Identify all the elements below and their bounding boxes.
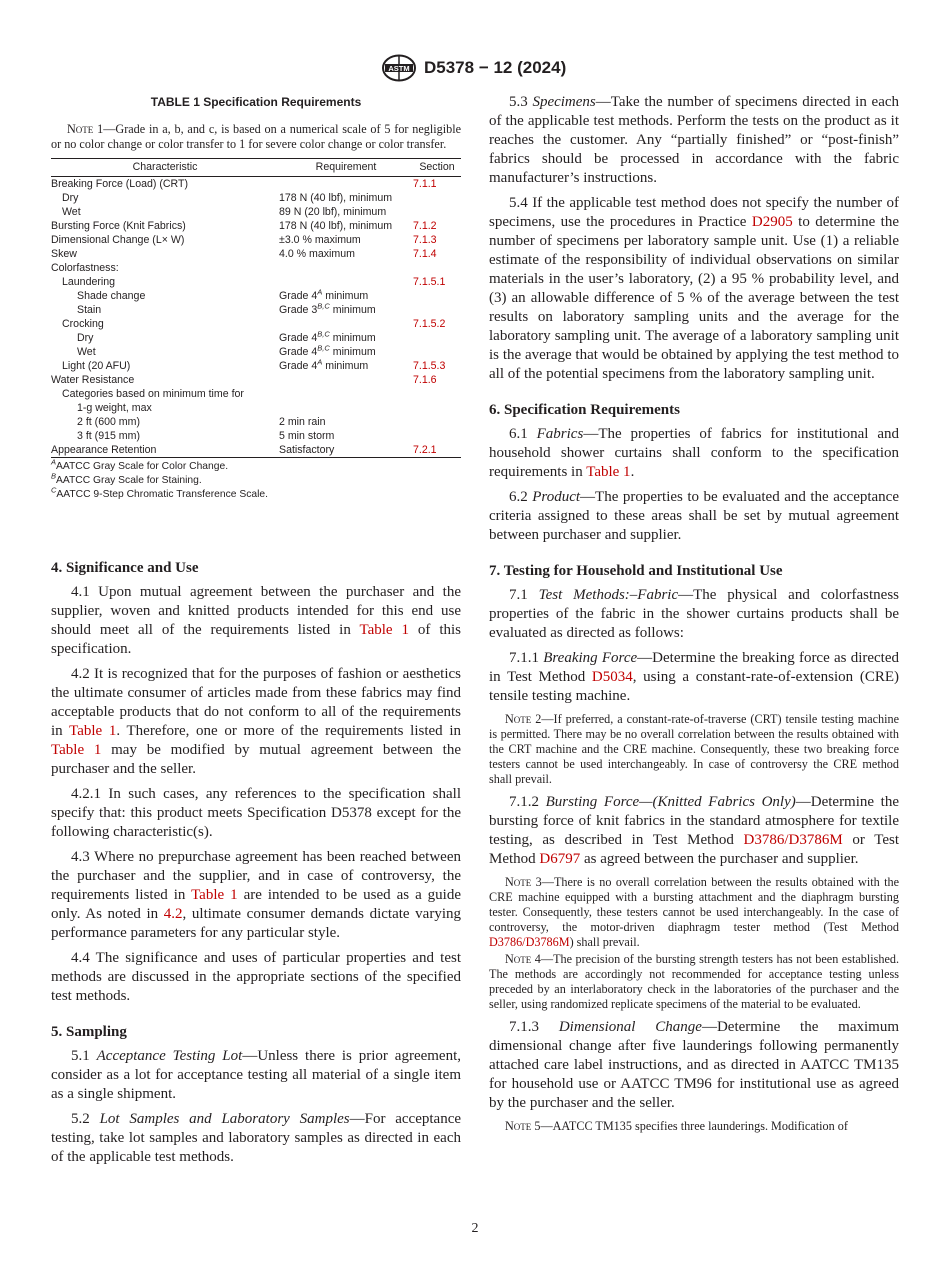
cell-characteristic: 3 ft (915 mm) [77,430,140,442]
cell-section [413,317,461,331]
section-link[interactable]: 7.1.5.1 [413,276,446,288]
cell-section [413,205,461,219]
col-header-characteristic: Characteristic [51,159,279,177]
cell-section [413,359,461,373]
section-7-title: 7. Testing for Household and Institutional Use [489,563,783,579]
cell-characteristic: Dry [62,192,79,204]
cell-characteristic: Light (20 AFU) [62,360,131,372]
spec-table [51,158,461,458]
cell-section [413,443,461,458]
cell-characteristic: Wet [77,346,96,358]
cell-characteristic: Dimensional Change (L× W) [51,234,185,246]
document-designation: D5378 − 12 (2024) [424,58,567,77]
cell-characteristic: Dry [77,332,94,344]
d3786-link[interactable]: D3786/D3786M [489,935,570,949]
cell-characteristic: Laundering [62,276,116,288]
section-5-title: 5. Sampling [51,1024,127,1040]
section-4-2-link[interactable]: 4.2 [163,906,183,922]
table-row [51,317,461,331]
table-row [51,205,461,219]
cell-section [413,233,461,247]
section-link[interactable]: 7.1.5.3 [413,360,446,372]
cell-section [413,275,461,289]
para-4-3: 4.3 Where no prepurchase agreement has been reached between the purchaser and the supplier, and in case of controversy, the requirements listed in Table 1 are intended to be used as a guide only. As noted in 4.2, ultimate consumer demands dictate varying performance parameters for any particular style. [51,849,461,941]
astm-logo-icon [381,54,417,82]
para-6-1: 6.1 Fabrics—The properties of fabrics for institutional and household shower curtains shall conform to the specification requirements in Table 1. [489,426,900,480]
table-header-row [51,159,461,177]
col-header-section: Section [413,159,461,177]
cell-characteristic: Shade change [77,290,146,302]
para-5-1: 5.1 Acceptance Testing Lot—Unless there is prior agreement, consider as a lot for acceptance testing all material of a single item as a single shipment. [51,1048,461,1102]
table-1-link[interactable]: Table 1 [191,887,238,903]
table-row [51,219,461,233]
para-7-1-3: 7.1.3 Dimensional Change—Determine the maximum dimensional change after five launderings following permanently attached care label instructions, and as directed in AATCC TM135 for household use or AATCC TM96 for institutional use as agreed by the purchaser and the seller. [489,1019,900,1111]
d2905-link[interactable]: D2905 [751,214,793,230]
note-5: Note 5—AATCC TM135 specifies three launderings. Modification of [505,1119,848,1133]
para-7-1-2: 7.1.2 Bursting Force—(Knitted Fabrics Only)—Determine the bursting force of knit fabrics in the standard atmosphere for textile testing, as described in Test Method D3786/D3786M or Test Method D6797 as agreed between the purchaser and supplier. [489,794,900,867]
table-row [51,261,461,275]
section-link[interactable]: 7.1.4 [413,248,437,260]
d3786-link[interactable]: D3786/D3786M [743,832,843,848]
cell-section [413,429,461,443]
para-7-1: 7.1 Test Methods:–Fabric—The physical and colorfastness properties of the fabric in the shower curtains products shall be evaluated as directed as follows: [489,587,900,641]
cell-section [413,401,461,415]
cell-characteristic: 1-g weight, max [77,402,152,414]
section-4-title: 4. Significance and Use [51,560,199,576]
cell-requirement: Grade $4^A$ minimum [279,357,369,372]
footnote: $^A$AATCC Gray Scale for Color Change. [51,457,229,472]
cell-characteristic: Categories based on minimum time for [62,388,244,400]
section-link[interactable]: 7.1.6 [413,374,437,386]
table-row [51,247,461,261]
table-row [51,387,461,401]
section-link[interactable]: 7.1.1 [413,178,437,190]
table-row [51,359,461,373]
table-row [51,415,461,429]
table-row [51,303,461,317]
para-7-1-1: 7.1.1 Breaking Force—Determine the breaking force as directed in Test Method D5034, using a constant-rate-of-extension (CRE) tensile testing machine. [489,650,900,704]
table-1-link[interactable]: Table 1 [69,723,117,739]
cell-section [413,289,461,303]
cell-section [413,191,461,205]
table-row [51,177,461,192]
table-1-link[interactable]: Table 1 [586,464,631,480]
cell-requirement [279,177,413,192]
note-4: Note 4—The precision of the bursting strength testers has not been established. The methods are accordingly not recommended for acceptance testing unless preceded by an interlaboratory check in the laboratories of the purchaser and the seller, using randomized replicate specimens of the material to be evaluated. [489,952,900,1011]
cell-requirement [279,373,413,387]
cell-characteristic: Water Resistance [51,374,135,386]
cell-requirement: Grade $4^{B,C}$ minimum [279,343,376,358]
para-5-3: 5.3 Specimens—Take the number of specimens directed in each of the applicable test methods. Perform the tests on the product as it reaches the customer. Any “partially finished” or “post-finish” fabrics should be processed in accordance with the fabric manufacturer’s instructions. [489,94,900,186]
table-note: Note 1—Grade in a, b, and c, is based on a numerical scale of 5 for negligible or no color change or color transfer to 1 for severe color change or color transfer. [51,122,462,151]
right-column [489,93,899,1134]
cell-section [413,261,461,275]
table-row [51,345,461,359]
cell-requirement: 89 N (20 lbf), minimum [279,206,387,218]
table-row [51,289,461,303]
note-3: Note 3—There is no overall correlation between the results obtained with the CRE machine equipped with a bursting attachment and the diaphragm bursting tester. Consequently, these testers cannot be used interchangeably. In the case of controversy, the motor-driven diaphragm tester method (Test Method D3786/D3786M) shall prevail. [489,875,899,949]
section-link[interactable]: 7.1.5.2 [413,318,446,330]
page-header [0,54,950,84]
cell-section [413,177,461,192]
para-6-2: 6.2 Product—The properties to be evaluated and the acceptance criteria assigned to these areas shall be set by mutual agreement between purchaser and supplier. [489,489,899,543]
section-link[interactable]: 7.1.2 [413,220,437,232]
cell-requirement [279,275,413,289]
table-row [51,191,461,205]
svg-text:ASTM: ASTM [388,64,410,73]
para-4-1: 4.1 Upon mutual agreement between the purchaser and the supplier, woven and knitted products intended for this end use should meet all of the requirements listed in Table 1 of this specification. [51,584,461,657]
table-title: TABLE 1 Specification Requirements [150,95,362,109]
table-1-link[interactable]: Table 1 [51,742,102,758]
cell-section [413,219,461,233]
cell-requirement: Grade $4^A$ minimum [279,287,369,302]
cell-characteristic: Appearance Retention [51,443,279,458]
spec-table-body [51,177,461,458]
cell-requirement [279,387,413,401]
table-row [51,373,461,387]
cell-characteristic: Wet [62,206,81,218]
cell-requirement [279,317,413,331]
cell-section [413,303,461,317]
left-column [51,93,461,1173]
table-row [51,331,461,345]
cell-section [413,331,461,345]
note-2: Note 2—If preferred, a constant-rate-of-traverse (CRT) tensile testing machine is permitted. There may be no overall correlation between the results obtained with the CRT machine and the CRE machine. Consequently, these two breaking force testers cannot be used interchangeably. In case of controversy the CRE method shall prevail. [489,712,899,786]
cell-characteristic: Stain [77,304,102,316]
table-row [51,401,461,415]
cell-requirement: 4.0 % maximum [279,248,355,260]
cell-section [413,345,461,359]
para-4-4: 4.4 The significance and uses of particular properties and test methods are discussed in the appropriate sections of the specified test methods. [51,950,461,1004]
d6797-link[interactable]: D6797 [539,851,581,867]
cell-section [413,387,461,401]
table-1-link[interactable]: Table 1 [359,622,409,638]
cell-requirement: 178 N (40 lbf), minimum [279,192,393,204]
table-row [51,443,461,458]
para-5-4: 5.4 If the applicable test method does not specify the number of specimens, use the procedures in Practice D2905 to determine the number of specimens per laboratory sample unit. Use (1) a reliable estimate of the responsibility of individual observations on similar materials in the user’s laboratory, (2) a 95 % probability level, and (3) an allowable difference of 5 % of the average between the test results on laboratory sampling units and the average for the laboratory sampling unit. The average of a laboratory sampling unit is the average that would be obtained by applying the test method to all of the potential specimens from the laboratory sampling unit. [489,195,899,382]
cell-section [413,247,461,261]
cell-requirement: ±3.0 % maximum [279,234,361,246]
section-6-title: 6. Specification Requirements [489,402,680,418]
cell-characteristic: Crocking [62,318,104,330]
cell-characteristic: Breaking Force (Load) (CRT) [51,178,188,190]
col-header-requirement: Requirement [279,159,413,177]
page-number: 2 [471,1221,479,1236]
cell-requirement: 178 N (40 lbf), minimum [279,220,393,232]
footnote: $^C$AATCC 9-Step Chromatic Transference Scale. [51,485,268,500]
cell-requirement: Grade $3^{B,C}$ minimum [279,301,376,316]
cell-section [413,415,461,429]
cell-characteristic: 2 ft (600 mm) [77,416,140,428]
table-footnotes [51,457,461,502]
cell-requirement [279,261,413,275]
section-link[interactable]: 7.1.3 [413,234,437,246]
cell-characteristic: Colorfastness: [51,262,119,274]
table-row [51,429,461,443]
para-5-2: 5.2 Lot Samples and Laboratory Samples—For acceptance testing, take lot samples and laboratory samples as directed in each of the applicable test methods. [51,1111,462,1165]
cell-requirement: Satisfactory [279,443,413,458]
para-4-2: 4.2 It is recognized that for the purposes of fashion or aesthetics the ultimate consumer of articles made from these fabrics may find acceptable products that do not conform to all of the requirements in Table 1. Therefore, one or more of the requirements listed in Table 1 may be modified by mutual agreement between the purchaser and the seller. [51,666,461,777]
footnote: $^B$AATCC Gray Scale for Staining. [51,471,202,486]
cell-characteristic: Bursting Force (Knit Fabrics) [51,220,186,232]
cell-characteristic: Skew [51,248,77,260]
cell-requirement: 2 min rain [279,416,326,428]
cell-requirement: Grade $4^{B,C}$ minimum [279,329,376,344]
table-row [51,275,461,289]
cell-section [413,373,461,387]
d5034-link[interactable]: D5034 [591,669,633,685]
para-4-2-1: 4.2.1 In such cases, any references to the specification shall specify that: this product meets Specification D5378 except for the following characteristic(s). [51,786,461,840]
cell-requirement: 5 min storm [279,430,335,442]
cell-requirement [279,401,413,415]
section-link[interactable]: 7.2.1 [413,444,437,456]
table-row [51,233,461,247]
